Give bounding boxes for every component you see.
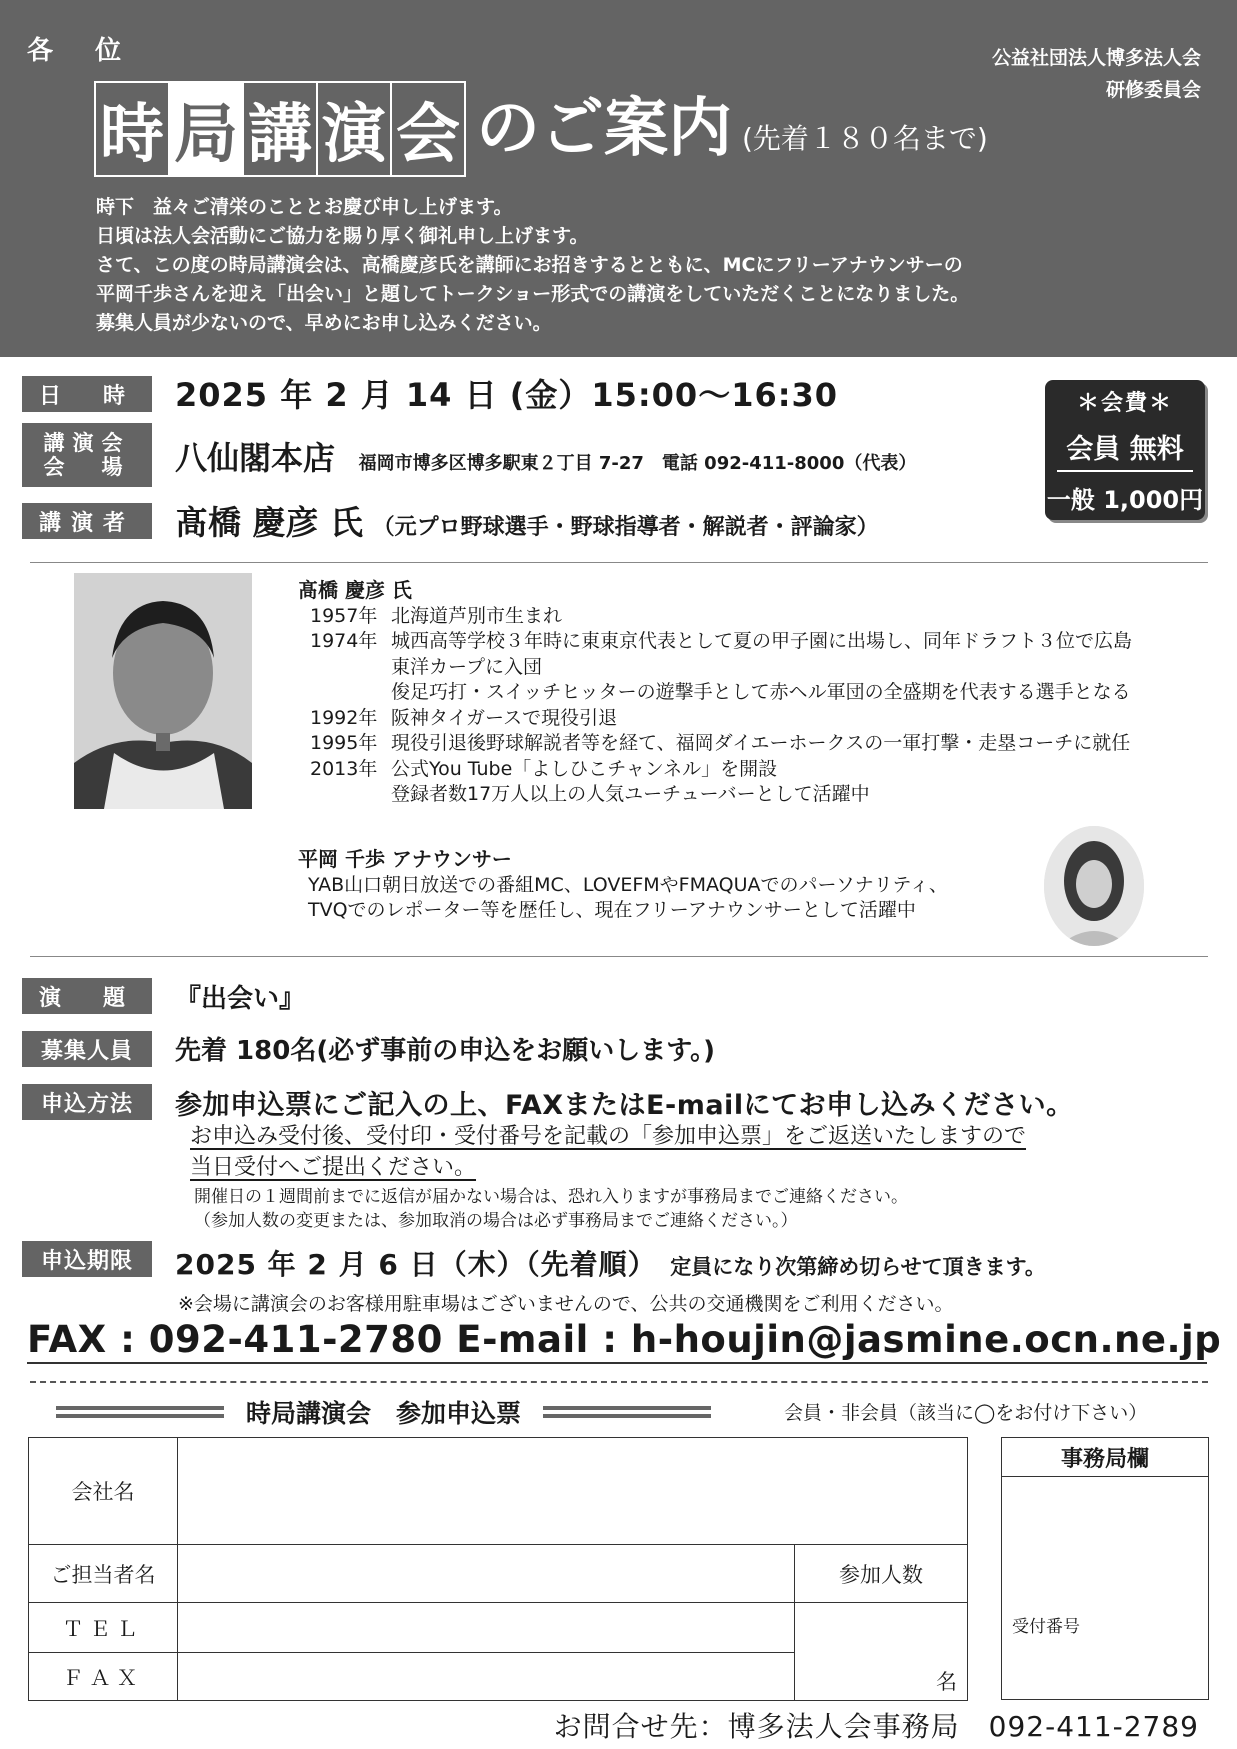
organizer-committee: 研修委員会: [1105, 79, 1201, 101]
organizer-name: 公益社団法人博多法人会: [991, 47, 1201, 69]
mc-name: 平岡 千歩 アナウンサー: [298, 847, 512, 871]
title-char: 局: [168, 81, 244, 177]
speaker-photo: [74, 573, 252, 809]
office-box: [1001, 1437, 1209, 1700]
receipt-number-label: 受付番号: [1012, 1617, 1080, 1637]
parking-note: ※会場に講演会のお客様用駐車場はございませんので、公共の交通機関をご利用ください。: [178, 1293, 954, 1315]
fax-field[interactable]: [178, 1653, 795, 1701]
bio-row: [298, 731, 1132, 757]
method-label: 申込方法: [22, 1084, 152, 1120]
intro-line: さて、この度の時局講演会は、高橋慶彦氏を講師にお招きするとともに、MCにフリーアナウンサーの: [96, 254, 963, 276]
header-banner: [0, 0, 1237, 357]
bio-row: [298, 604, 1132, 630]
bio-year: 1995年: [310, 732, 378, 754]
capacity-value: 先着 180名(必ず事前の申込をお願いします。): [175, 1036, 716, 1066]
cut-line: [30, 1381, 1208, 1383]
deadline: [175, 1243, 1046, 1283]
theme-label: 演 題: [22, 978, 152, 1014]
deadline-note: 定員になり次第締め切らせて頂きます。: [670, 1255, 1046, 1279]
participants-field[interactable]: [795, 1603, 968, 1701]
divider: [30, 956, 1208, 957]
method-note-2: （参加人数の変更または、参加取消の場合は必ず事務局までご連絡ください。）: [194, 1211, 798, 1231]
bio-row: [298, 782, 1132, 808]
bio-text: 阪神タイガースで現役引退: [391, 706, 618, 729]
method-note-1: 開催日の１週間前までに返信が届かない場合は、恐れ入りますが事務局までご連絡ください。: [194, 1187, 908, 1207]
mc-desc-line: YAB山口朝日放送での番組MC、LOVEFMやFMAQUAでのパーソナリティ、: [308, 873, 948, 896]
office-heading: 事務局欄: [1002, 1438, 1208, 1477]
bio-text: 北海道芦別市生まれ: [391, 604, 563, 627]
fee-box: [1045, 380, 1205, 520]
bio-row: [298, 680, 1132, 706]
fee-member: 会員 無料: [1057, 427, 1193, 472]
bio-year: [298, 680, 391, 706]
title-char: 演: [316, 81, 392, 177]
addressee: 各 位: [27, 36, 130, 66]
company-field[interactable]: [178, 1438, 968, 1545]
bio-text: 登録者数17万人以上の人気ユーチューバーとして活躍中: [391, 783, 870, 805]
title-suffix: のご案内: [476, 92, 732, 166]
organizer: [992, 42, 1201, 106]
speaker: [175, 497, 879, 544]
contact-underline: [27, 1362, 1207, 1364]
venue-label-line: 会 場: [43, 455, 131, 479]
page-title: [94, 81, 988, 177]
contact-line: FAX : 092-411-2780 E-mail : h-houjin@jasmine.ocn.ne.jp: [27, 1318, 1222, 1361]
mc-photo: [1044, 826, 1144, 946]
bio-name: 髙橋 慶彦 氏: [298, 578, 412, 602]
venue-name: 八仙閣本店: [175, 439, 336, 477]
capacity-label: 募集人員: [22, 1031, 152, 1067]
bio-year: [298, 655, 391, 681]
speaker-portrait-icon: [74, 573, 252, 809]
mc-desc-line: TVQでのレポーター等を歴任し、現在フリーアナウンサーとして活躍中: [308, 899, 916, 921]
participants-label: 参加人数: [795, 1545, 968, 1603]
speaker-bio: [298, 578, 1132, 808]
bio-row: [298, 757, 1132, 783]
bio-row: [298, 655, 1132, 681]
title-bar-left: [56, 1406, 224, 1418]
bio-text: 現役引退後野球解説者等を経て、福岡ダイエーホークスの一軍打撃・走塁コーチに就任: [391, 732, 1131, 754]
method-underlined-1: お申込み受付後、受付印・受付番号を記載の「参加申込票」をご返送いたしますので: [190, 1124, 1027, 1149]
person-label: ご担当者名: [29, 1545, 178, 1603]
form-title: [56, 1394, 711, 1430]
form-title-text: 時局講演会 参加申込票: [246, 1399, 522, 1428]
deadline-value: 2025 年 2 月 6 日（木）（先着順）: [175, 1248, 657, 1281]
bio-text: 城西高等学校３年時に東東京代表として夏の甲子園に出場し、同年ドラフト３位で広島: [391, 630, 1133, 652]
venue-label-line: 講演会: [43, 431, 131, 455]
speaker-name: 髙橋 慶彦 氏: [175, 503, 363, 542]
bio-text: 俊足巧打・スイッチヒッターの遊撃手として赤ヘル軍団の全盛期を代表する選手となる: [391, 681, 1131, 703]
bio-year: 1974年: [310, 630, 378, 652]
person-field[interactable]: [178, 1545, 795, 1603]
divider: [30, 562, 1208, 563]
method-value: 参加申込票にご記入の上、FAXまたはE-mailにてお申し込みください。: [175, 1090, 1074, 1121]
speaker-note: （元プロ野球選手・野球指導者・解説者・評論家）: [372, 515, 879, 540]
bio-year: 1957年: [310, 604, 378, 627]
intro-text: [96, 193, 969, 338]
fax-label: ＦＡＸ: [29, 1653, 178, 1701]
venue: [175, 433, 916, 479]
date-label: 日 時: [22, 376, 152, 412]
title-bar-right: [543, 1406, 711, 1418]
deadline-label: 申込期限: [22, 1241, 152, 1277]
intro-line: 平岡千歩さんを迎え「出会い」と題してトークショー形式での講演をしていただくことになりました。: [96, 283, 970, 305]
intro-line: 時下 益々ご清栄のこととお慶び申し上げます。: [96, 196, 513, 218]
participants-unit: 名: [936, 1670, 957, 1694]
bio-text: 公式You Tube「よしひこチャンネル」を開設: [391, 757, 778, 780]
company-label: 会社名: [29, 1438, 178, 1545]
bio-year: 1992年: [310, 706, 378, 729]
bio-year: [298, 782, 391, 808]
bio-year: 2013年: [310, 757, 378, 780]
date-value: 2025 年 2 月 14 日 (金）15:00〜16:30: [175, 376, 839, 414]
mc-bio: [298, 847, 948, 924]
title-note: (先着１８０名まで): [742, 122, 988, 155]
application-form: [28, 1437, 968, 1701]
speaker-label: 講演者: [22, 503, 152, 539]
tel-label: ＴＥＬ: [29, 1603, 178, 1653]
fee-general: 一般 1,000円: [1046, 486, 1204, 514]
title-char: 講: [242, 81, 318, 177]
fee-heading: ＊会費＊: [1076, 391, 1173, 416]
tel-field[interactable]: [178, 1603, 795, 1653]
title-char: 会: [390, 81, 466, 177]
intro-line: 日頃は法人会活動にご協力を賜り厚く御礼申し上げます。: [96, 225, 589, 247]
member-select-note[interactable]: 会員・非会員（該当に◯をお付け下さい）: [784, 1402, 1148, 1424]
mc-portrait-icon: [1044, 826, 1144, 946]
venue-label: [22, 423, 152, 487]
method-underlined-2: 当日受付へご提出ください。: [190, 1155, 477, 1180]
title-char: 時: [94, 81, 170, 177]
bio-text: 東洋カープに入団: [391, 655, 543, 678]
theme-value: 『出会い』: [175, 984, 306, 1014]
footer-contact: お問合せ先：博多法人会事務局 092-411-2789: [553, 1710, 1199, 1743]
bio-row: [298, 706, 1132, 732]
intro-line: 募集人員が少ないので、早めにお申し込みください。: [96, 312, 552, 334]
venue-address: 福岡市博多区博多駅東２丁目 7-27 電話 092-411-8000（代表）: [358, 453, 917, 474]
bio-row: [298, 629, 1132, 655]
